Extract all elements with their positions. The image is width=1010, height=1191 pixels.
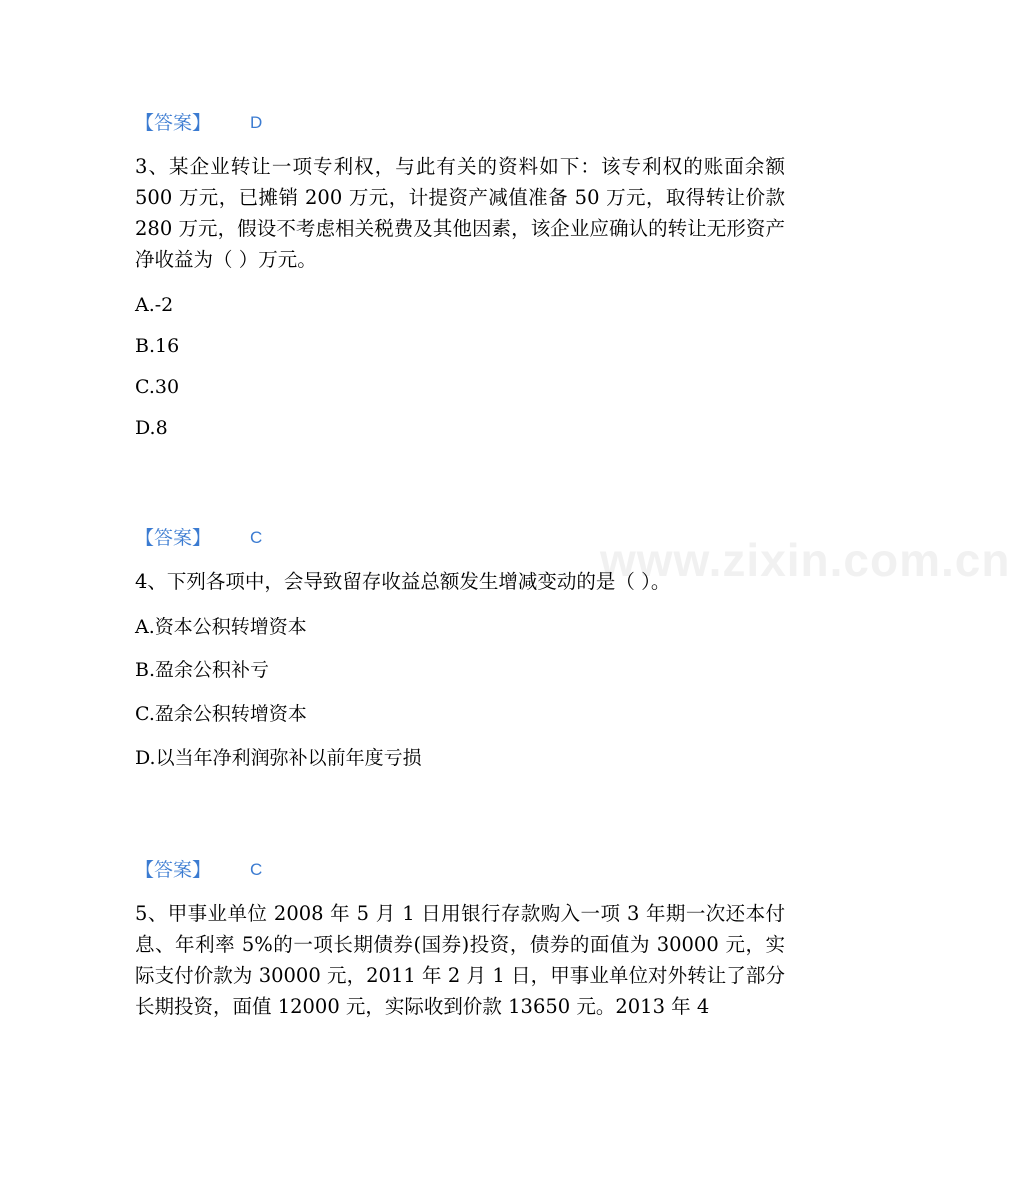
answer-value: C (250, 528, 263, 547)
question-3-option-a: A.-2 (135, 294, 174, 316)
question-4-option-c: C.盈余公积转增资本 (135, 703, 307, 725)
answer-line (135, 110, 263, 136)
question-4-option-a: A.资本公积转增资本 (135, 616, 307, 638)
answer-label: 【答案】 (135, 112, 212, 134)
answer-label: 【答案】 (135, 859, 212, 881)
question-3-text: 3、某企业转让一项专利权，与此有关的资料如下：该专利权的账面余额 500 万元，已摊销 200 万元，计提资产减值准备 50 万元，取得转让价款 280 万元，假设不考虑相关税费及其他因素，该企业应确认的转让无形资产净收益为（ ）万元。 (135, 155, 785, 271)
question-5-text: 5、甲事业单位 2008 年 5 月 1 日用银行存款购入一项 3 年期一次还本付息、年利率 5%的一项长期债券(国券)投资，债券的面值为 30000 元，实际支付价款为 30000 元，2011 年 2 月 1 日，甲事业单位对外转让了部分长期投资，面值 12000 元，实际收到价款 13650 元。2013 年 4 (135, 902, 785, 1018)
answer-value: D (250, 113, 263, 132)
question-3-option-c: C.30 (135, 376, 180, 398)
answer-label: 【答案】 (135, 527, 212, 549)
question-4-option-d: D.以当年净利润弥补以前年度亏损 (135, 747, 422, 769)
answer-line (135, 857, 263, 883)
question-4-text: 4、下列各项中，会导致留存收益总额发生增减变动的是（ ）。 (135, 570, 671, 593)
watermark: www.zixin.com.cn (600, 534, 1010, 586)
question-3-option-d: D.8 (135, 417, 168, 439)
question-3-option-b: B.16 (135, 335, 180, 357)
answer-line (135, 525, 263, 551)
answer-value: C (250, 860, 263, 879)
question-4-option-b: B.盈余公积补亏 (135, 659, 270, 681)
